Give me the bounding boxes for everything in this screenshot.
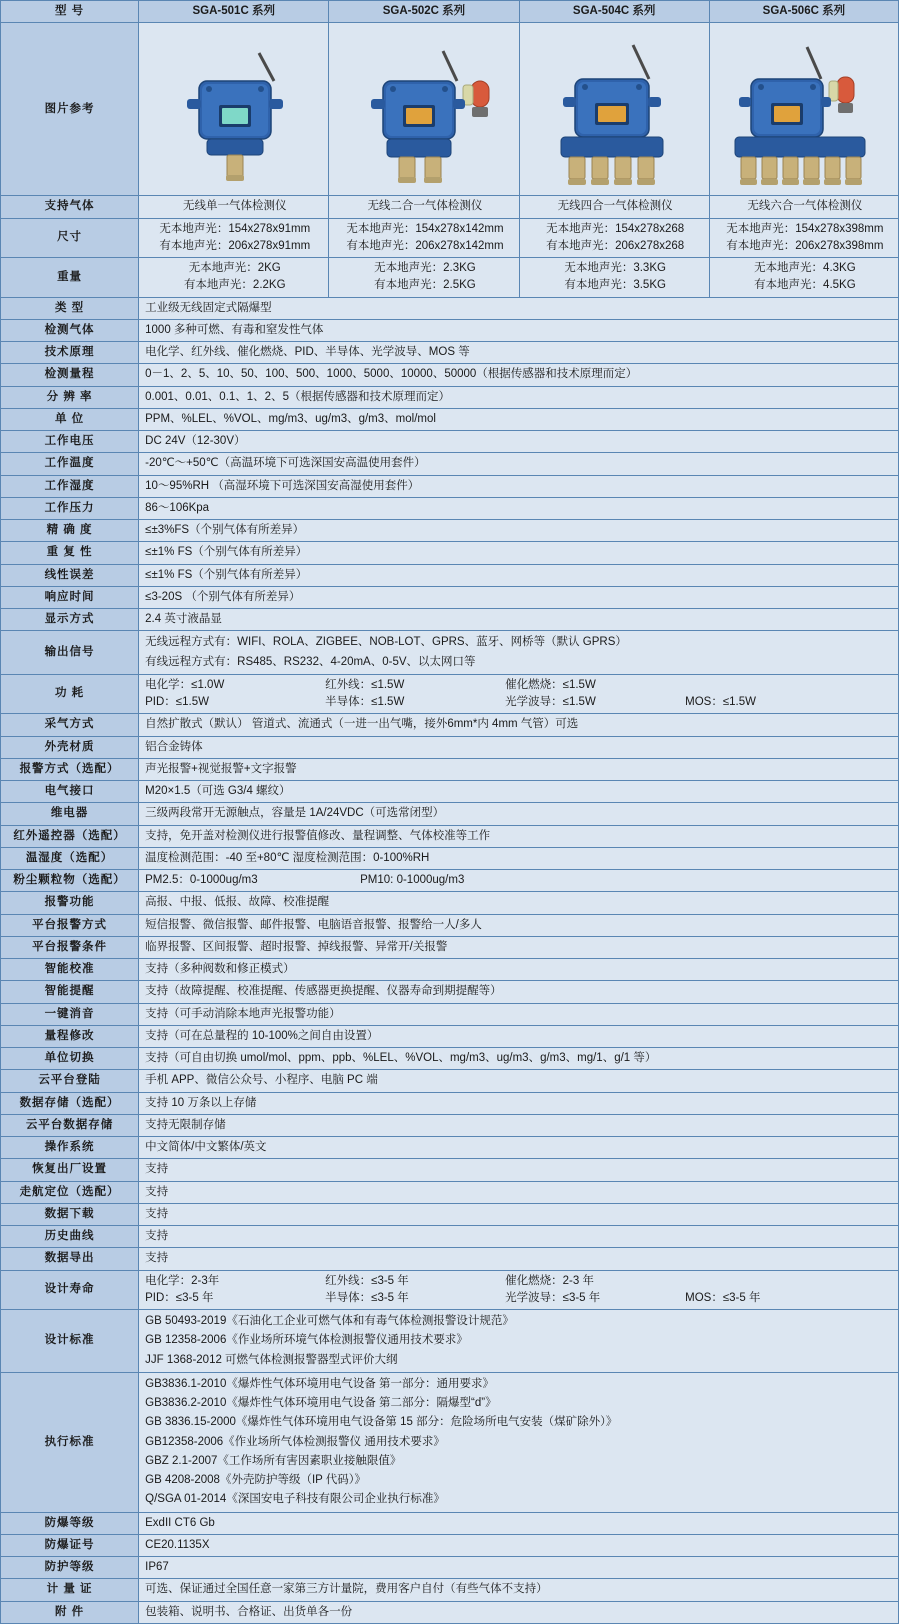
table-row-output-signal: [1, 631, 899, 675]
device-image-cell-3: [519, 23, 709, 196]
life-electrochemical: 电化学：2-3年: [145, 1274, 220, 1287]
gas-detector-icon-2: [329, 23, 518, 195]
output-signal-wired: 有线远程方式有：RS485、RS232、4-20mA、0-5V、以太网口等: [145, 655, 476, 668]
gas-support-4: 无线六合一气体检测仪: [709, 196, 898, 218]
accuracy-value: ≤±3%FS（个别气体有所差异）: [139, 520, 899, 542]
linearity-value: ≤±1% FS（个别气体有所差异）: [139, 564, 899, 586]
unit-switch-value: 支持（可自由切换 umol/mol、ppm、ppb、%LEL、%VOL、mg/m3、ug/m3、g/m3、mg/1、g/1 等）: [139, 1048, 899, 1070]
table-row-pressure: [1, 497, 899, 519]
table-row-image-reference: [1, 23, 899, 196]
row-label-gas-support: 支持气体: [1, 196, 139, 218]
table-row-alarm-function: [1, 892, 899, 914]
row-label-voltage: 工作电压: [1, 431, 139, 453]
power-infrared: 红外线：≤1.5W: [325, 678, 405, 691]
table-row-dust: [1, 870, 899, 892]
size-4-a: 无本地声光：154x278x398mm: [726, 222, 884, 235]
power-row-1: [145, 677, 894, 694]
exec-standard-item-1: GB3836.1-2010《爆炸性气体环境用电气设备 第一部分：通用要求》: [145, 1377, 495, 1390]
table-row-sampling: [1, 714, 899, 736]
design-life-row-2: [145, 1290, 894, 1307]
size-3-a: 无本地声光：154x278x268: [546, 222, 685, 235]
life-catalytic: 催化燃烧：2-3 年: [505, 1274, 594, 1287]
row-label-data-export: 数据导出: [1, 1248, 139, 1270]
table-row-relay: [1, 803, 899, 825]
table-row-unit: [1, 408, 899, 430]
display-value: 2.4 英寸液晶显: [139, 609, 899, 631]
design-standard-item-2: GB 12358-2006《作业场所环境气体检测报警仪通用技术要求》: [145, 1334, 468, 1347]
accessory-value: 包装箱、说明书、合格证、出货单各一份: [139, 1601, 899, 1623]
dust-value: [139, 870, 899, 892]
table-row-design-life: [1, 1270, 899, 1310]
table-row-history-curve: [1, 1226, 899, 1248]
row-label-remote: 红外遥控器（选配）: [1, 825, 139, 847]
row-label-electrical-port: 电气接口: [1, 781, 139, 803]
table-row-detect-gas: [1, 319, 899, 341]
row-label-humidity: 工作湿度: [1, 475, 139, 497]
history-curve-value: 支持: [139, 1226, 899, 1248]
row-label-display: 显示方式: [1, 609, 139, 631]
row-label-detect-gas: 检测气体: [1, 319, 139, 341]
power-value: [139, 674, 899, 714]
row-label-data-storage: 数据存储（选配）: [1, 1092, 139, 1114]
row-label-factory-reset: 恢复出厂设置: [1, 1159, 139, 1181]
power-row-2: [145, 694, 894, 711]
os-value: 中文简体/中文繁体/英文: [139, 1137, 899, 1159]
table-row-ex-cert: [1, 1534, 899, 1556]
gas-support-3: 无线四合一气体检测仪: [519, 196, 709, 218]
row-label-accuracy: 精 确 度: [1, 520, 139, 542]
table-row-ex-level: [1, 1512, 899, 1534]
table-row-range-modify: [1, 1025, 899, 1047]
voltage-value: DC 24V（12-30V）: [139, 431, 899, 453]
table-row-response-time: [1, 586, 899, 608]
mute-value: 支持（可手动消除本地声光报警功能）: [139, 1003, 899, 1025]
weight-1-a: 无本地声光：2KG: [188, 262, 281, 274]
cloud-login-value: 手机 APP、微信公众号、小程序、电脑 PC 端: [139, 1070, 899, 1092]
cloud-storage-value: 支持无限制存储: [139, 1114, 899, 1136]
dust-pm25: PM2.5：0-1000ug/m3: [145, 874, 258, 886]
platform-condition-value: 临界报警、区间报警、超时报警、掉线报警、异常开/关报警: [139, 936, 899, 958]
row-label-smart-reminder: 智能提醒: [1, 981, 139, 1003]
life-semiconductor: 半导体：≤3-5 年: [325, 1291, 409, 1304]
gas-detector-icon-4: [710, 23, 898, 195]
gas-detector-icon-1: [139, 23, 328, 195]
row-label-image-reference: 图片参考: [1, 23, 139, 196]
size-3: [519, 218, 709, 258]
table-row-range: [1, 364, 899, 386]
table-row-metrology: [1, 1579, 899, 1601]
size-4: [709, 218, 898, 258]
pressure-value: 86～106Kpa: [139, 497, 899, 519]
power-mos: MOS：≤1.5W: [685, 696, 756, 708]
table-row-ip-rating: [1, 1557, 899, 1579]
power-semiconductor: 半导体：≤1.5W: [325, 696, 405, 708]
device-image-cell-2: [329, 23, 519, 196]
table-row-shell: [1, 736, 899, 758]
design-standard-item-1: GB 50493-2019《石油化工企业可燃气体和有毒气体检测报警设计规范》: [145, 1315, 514, 1327]
alarm-way-value: 声光报警+视觉报警+文字报警: [139, 758, 899, 780]
table-row-os: [1, 1137, 899, 1159]
dust-row: [145, 872, 894, 889]
row-label-model: 型 号: [1, 1, 139, 23]
table-row-humidity: [1, 475, 899, 497]
row-label-accessory: 附 件: [1, 1601, 139, 1623]
factory-reset-value: 支持: [139, 1159, 899, 1181]
relay-value: 三级两段常开无源触点，容量是 1A/24VDC（可选常闭型）: [139, 803, 899, 825]
row-label-metrology: 计 量 证: [1, 1579, 139, 1601]
row-label-cloud-storage: 云平台数据存储: [1, 1114, 139, 1136]
gas-support-2: 无线二合一气体检测仪: [329, 196, 519, 218]
life-mos: MOS：≤3-5 年: [685, 1291, 761, 1304]
weight-4: [709, 258, 898, 298]
power-optical: 光学波导：≤1.5W: [505, 696, 596, 708]
alarm-function-value: 高报、中报、低报、故障、校准提醒: [139, 892, 899, 914]
humidity-value: 10～95%RH （高湿环境下可选深国安高湿使用套件）: [139, 475, 899, 497]
table-row-exec-standard: [1, 1372, 899, 1512]
table-row-platform-alarm: [1, 914, 899, 936]
size-4-b: 有本地声光：206x278x398mm: [726, 239, 884, 252]
table-row-smart-reminder: [1, 981, 899, 1003]
output-signal-wireless: 无线远程方式有：WIFI、ROLA、ZIGBEE、NOB-LOT、GPRS、蓝牙、网桥等（默认 GPRS）: [145, 636, 627, 649]
row-label-exec-standard: 执行标准: [1, 1372, 139, 1512]
table-row-factory-reset: [1, 1159, 899, 1181]
row-label-os: 操作系统: [1, 1137, 139, 1159]
weight-2-b: 有本地声光：2.5KG: [374, 279, 476, 292]
gas-detector-icon-3: [520, 23, 709, 195]
row-label-shell: 外壳材质: [1, 736, 139, 758]
shell-value: 铝合金铸体: [139, 736, 899, 758]
row-label-sampling: 采气方式: [1, 714, 139, 736]
smart-calibration-value: 支持（多种阀数和修正模式）: [139, 959, 899, 981]
weight-1: [139, 258, 329, 298]
design-life-row-1: [145, 1273, 894, 1290]
row-label-linearity: 线性误差: [1, 564, 139, 586]
table-row-model: [1, 1, 899, 23]
electrical-port-value: M20×1.5（可选 G3/4 螺纹）: [139, 781, 899, 803]
table-row-voltage: [1, 431, 899, 453]
row-label-weight: 重量: [1, 258, 139, 298]
weight-2: [329, 258, 519, 298]
table-row-cloud-storage: [1, 1114, 899, 1136]
life-infrared: 红外线：≤3-5 年: [325, 1274, 409, 1287]
exec-standard-item-3: GB 3836.15-2000《爆炸性气体环境用电气设备第 15 部分：危险场所电气安装（煤矿除外）》: [145, 1416, 618, 1429]
weight-2-a: 无本地声光：2.3KG: [374, 262, 476, 274]
exec-standard-item-7: Q/SGA 01-2014《深国安电子科技有限公司企业执行标准》: [145, 1493, 445, 1506]
data-export-value: 支持: [139, 1248, 899, 1270]
repeatability-value: ≤±1% FS（个别气体有所差异）: [139, 542, 899, 564]
table-row-accuracy: [1, 520, 899, 542]
output-signal-value: [139, 631, 899, 675]
row-label-principle: 技术原理: [1, 342, 139, 364]
row-label-size: 尺寸: [1, 218, 139, 258]
row-label-history-curve: 历史曲线: [1, 1226, 139, 1248]
exec-standard-item-6: GB 4208-2008《外壳防护等级（IP 代码）》: [145, 1474, 367, 1486]
resolution-value: 0.001、0.01、0.1、1、2、5（根据传感器和技术原理而定）: [139, 386, 899, 408]
size-3-b: 有本地声光：206x278x268: [546, 239, 685, 252]
data-storage-value: 支持 10 万条以上存储: [139, 1092, 899, 1114]
row-label-gps: 走航定位（选配）: [1, 1181, 139, 1203]
weight-1-b: 有本地声光：2.2KG: [183, 279, 286, 292]
row-label-type: 类 型: [1, 297, 139, 319]
table-row-electrical-port: [1, 781, 899, 803]
table-row-temperature: [1, 453, 899, 475]
row-label-alarm-function: 报警功能: [1, 892, 139, 914]
data-download-value: 支持: [139, 1203, 899, 1225]
size-1: [139, 218, 329, 258]
row-label-resolution: 分 辨 率: [1, 386, 139, 408]
table-row-display: [1, 609, 899, 631]
smart-reminder-value: 支持（故障提醒、校准提醒、传感器更换提醒、仪器寿命到期提醒等）: [139, 981, 899, 1003]
row-label-range: 检测量程: [1, 364, 139, 386]
table-row-unit-switch: [1, 1048, 899, 1070]
table-row-design-standard: [1, 1310, 899, 1373]
response-time-value: ≤3-20S （个别气体有所差异）: [139, 586, 899, 608]
table-row-accessory: [1, 1601, 899, 1623]
unit-value: PPM、%LEL、%VOL、mg/m3、ug/m3、g/m3、mol/mol: [139, 408, 899, 430]
platform-alarm-value: 短信报警、微信报警、邮件报警、电脑语音报警、报警给一人/多人: [139, 914, 899, 936]
size-2-a: 无本地声光：154x278x142mm: [346, 222, 504, 235]
table-row-data-export: [1, 1248, 899, 1270]
row-label-platform-condition: 平台报警条件: [1, 936, 139, 958]
exec-standard-item-2: GB3836.2-2010《爆炸性气体环境用电气设备 第二部分：隔爆型“d”》: [145, 1397, 497, 1409]
weight-4-a: 无本地声光：4.3KG: [754, 262, 856, 274]
table-row-gps: [1, 1181, 899, 1203]
weight-4-b: 有本地声光：4.5KG: [754, 279, 856, 292]
device-image-cell-4: [709, 23, 898, 196]
row-label-unit-switch: 单位切换: [1, 1048, 139, 1070]
gps-value: 支持: [139, 1181, 899, 1203]
exec-standard-item-4: GB12358-2006《作业场所气体检测报警仪 通用技术要求》: [145, 1435, 445, 1448]
ip-rating-value: IP67: [139, 1557, 899, 1579]
table-row-type: [1, 297, 899, 319]
model-header-1: SGA-501C 系列: [139, 1, 329, 23]
weight-3-b: 有本地声光：3.5KG: [564, 279, 666, 292]
weight-3-a: 无本地声光：3.3KG: [564, 262, 666, 274]
range-modify-value: 支持（可在总量程的 10-100%之间自由设置）: [139, 1025, 899, 1047]
ex-level-value: ExdII CT6 Gb: [139, 1512, 899, 1534]
table-row-smart-calibration: [1, 959, 899, 981]
row-label-alarm-way: 报警方式（选配）: [1, 758, 139, 780]
detect-gas-value: 1000 多种可燃、有毒和窒发性气体: [139, 319, 899, 341]
design-standard-item-3: JJF 1368-2012 可燃气体检测报警器型式评价大纲: [145, 1353, 398, 1366]
exec-standard-value: [139, 1372, 899, 1512]
row-label-repeatability: 重 复 性: [1, 542, 139, 564]
metrology-value: 可选、保证通过全国任意一家第三方计量院，费用客户自付（有些气体不支持）: [139, 1579, 899, 1601]
power-catalytic: 催化燃烧：≤1.5W: [505, 678, 596, 691]
table-row-mute: [1, 1003, 899, 1025]
table-row-platform-condition: [1, 936, 899, 958]
table-row-resolution: [1, 386, 899, 408]
life-optical: 光学波导：≤3-5 年: [505, 1291, 601, 1304]
power-electrochemical: 电化学：≤1.0W: [145, 678, 225, 691]
gas-support-1: 无线单一气体检测仪: [139, 196, 329, 218]
temperature-value: -20℃～+50℃（高温环境下可选深国安高温使用套件）: [139, 453, 899, 475]
design-standard-value: [139, 1310, 899, 1373]
row-label-unit: 单 位: [1, 408, 139, 430]
size-1-b: 有本地声光：206x278x91mm: [159, 239, 311, 252]
table-row-remote: [1, 825, 899, 847]
remote-value: 支持，免开盖对检测仪进行报警值修改、量程调整、气体校准等工作: [139, 825, 899, 847]
table-row-data-download: [1, 1203, 899, 1225]
row-label-pressure: 工作压力: [1, 497, 139, 519]
table-row-principle: [1, 342, 899, 364]
table-row-weight: [1, 258, 899, 298]
sampling-value: 自然扩散式（默认） 管道式、流通式（一进一出气嘴，接外6mm*内 4mm 气管）可选: [139, 714, 899, 736]
row-label-response-time: 响应时间: [1, 586, 139, 608]
type-value: 工业级无线固定式隔爆型: [139, 297, 899, 319]
model-header-3: SGA-504C 系列: [519, 1, 709, 23]
table-row-gas-support: [1, 196, 899, 218]
row-label-design-life: 设计寿命: [1, 1270, 139, 1310]
table-row-cloud-login: [1, 1070, 899, 1092]
table-row-linearity: [1, 564, 899, 586]
table-row-power: [1, 674, 899, 714]
row-label-relay: 维电器: [1, 803, 139, 825]
row-label-ip-rating: 防护等级: [1, 1557, 139, 1579]
row-label-data-download: 数据下载: [1, 1203, 139, 1225]
temp-humidity-option-value: 温度检测范围：-40 至+80℃ 湿度检测范围：0-100%RH: [139, 847, 899, 869]
row-label-platform-alarm: 平台报警方式: [1, 914, 139, 936]
model-header-4: SGA-506C 系列: [709, 1, 898, 23]
exec-standard-item-5: GBZ 2.1-2007《工作场所有害因素职业接触限值》: [145, 1454, 402, 1467]
row-label-design-standard: 设计标准: [1, 1310, 139, 1373]
row-label-range-modify: 量程修改: [1, 1025, 139, 1047]
life-pid: PID：≤3-5 年: [145, 1291, 214, 1304]
row-label-mute: 一键消音: [1, 1003, 139, 1025]
range-value: 0－1、2、5、10、50、100、500、1000、5000、10000、50000（根据传感器和技术原理而定）: [139, 364, 899, 386]
row-label-cloud-login: 云平台登陆: [1, 1070, 139, 1092]
size-1-a: 无本地声光：154x278x91mm: [159, 222, 311, 235]
power-pid: PID：≤1.5W: [145, 696, 209, 708]
table-row-data-storage: [1, 1092, 899, 1114]
model-header-2: SGA-502C 系列: [329, 1, 519, 23]
device-image-cell-1: [139, 23, 329, 196]
table-row-size: [1, 218, 899, 258]
row-label-output-signal: 输出信号: [1, 631, 139, 675]
dust-pm10: PM10: 0-1000ug/m3: [360, 874, 465, 886]
table-row-alarm-way: [1, 758, 899, 780]
row-label-smart-calibration: 智能校准: [1, 959, 139, 981]
ex-cert-value: CE20.1135X: [139, 1534, 899, 1556]
size-2: [329, 218, 519, 258]
design-life-value: [139, 1270, 899, 1310]
row-label-ex-level: 防爆等级: [1, 1512, 139, 1534]
row-label-temp-humidity-option: 温湿度（选配）: [1, 847, 139, 869]
row-label-dust: 粉尘颗粒物（选配）: [1, 870, 139, 892]
table-row-repeatability: [1, 542, 899, 564]
row-label-temperature: 工作温度: [1, 453, 139, 475]
principle-value: 电化学、红外线、催化燃烧、PID、半导体、光学波导、MOS 等: [139, 342, 899, 364]
row-label-power: 功 耗: [1, 674, 139, 714]
row-label-ex-cert: 防爆证号: [1, 1534, 139, 1556]
weight-3: [519, 258, 709, 298]
table-row-temp-humidity-option: [1, 847, 899, 869]
size-2-b: 有本地声光：206x278x142mm: [346, 239, 504, 252]
